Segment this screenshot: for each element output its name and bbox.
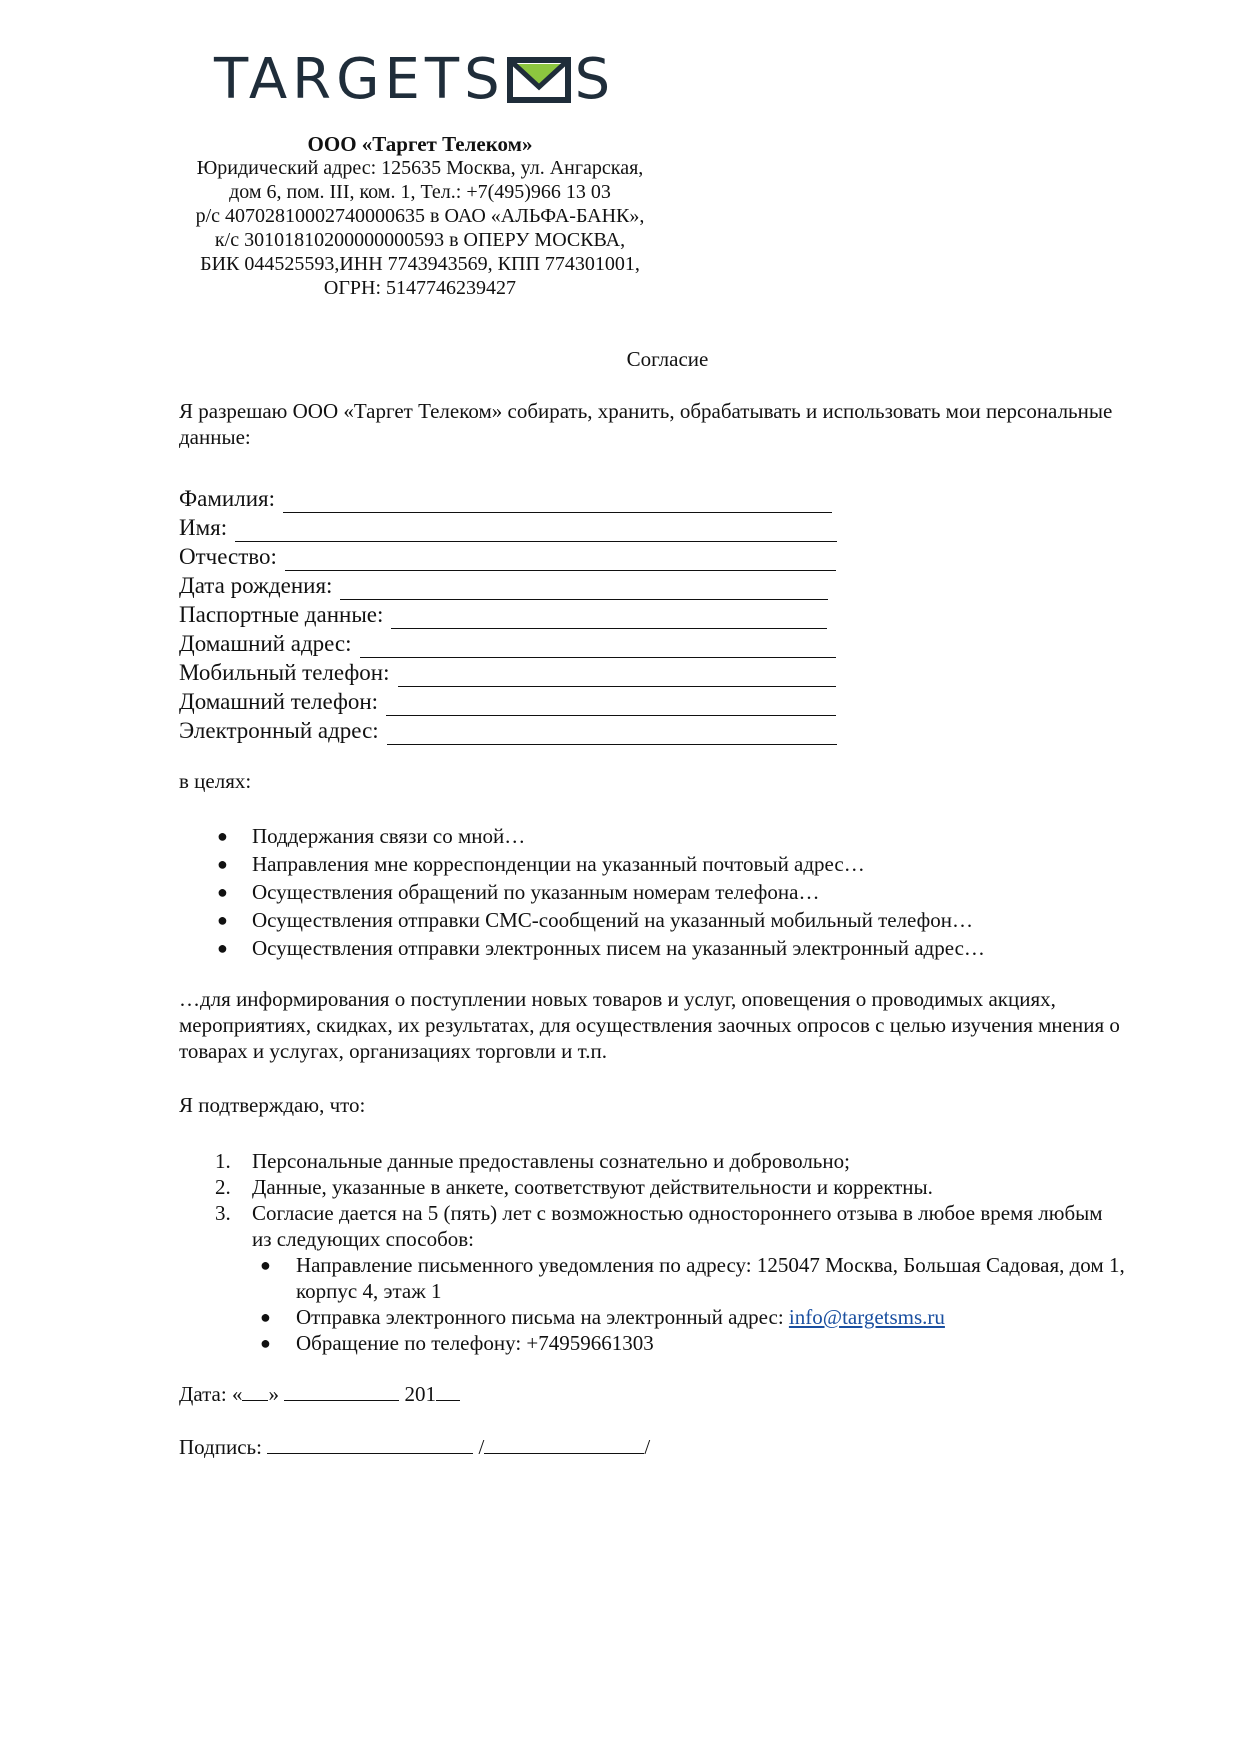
signature-line: [179, 1435, 650, 1460]
header-line: Юридический адрес: 125635 Москва, ул. Ангарская,: [196, 157, 644, 179]
list-number: 2.: [215, 1175, 231, 1199]
bullet-icon: ●: [260, 1333, 271, 1353]
purpose-text: Направления мне корреспонденции на указанный почтовый адрес…: [252, 852, 865, 876]
email-link[interactable]: info@targetsms.ru: [788, 1305, 945, 1329]
field-home-address: [179, 629, 837, 658]
field-label: Паспортные данные:: [179, 602, 384, 627]
field-patronymic: [179, 542, 837, 571]
month-blank[interactable]: [284, 1382, 399, 1401]
purposes-list: [179, 822, 1139, 962]
list-item: [179, 1174, 1139, 1200]
intro-paragraph: Я разрешаю ООО «Таргет Телеком» собирать, хранить, обрабатывать и использовать мои персональные данные:: [179, 399, 1113, 449]
header-line: р/с 40702810002740000635 в ОАО «АЛЬФА-БАНК»,: [195, 205, 645, 227]
header-line: к/с 30101810200000000593 в ОПЕРУ МОСКВА,: [214, 229, 626, 251]
name-blank[interactable]: [235, 519, 837, 542]
field-surname: [179, 484, 837, 513]
date-line: [179, 1382, 460, 1407]
logo-text-right: S: [574, 47, 616, 112]
confirm-text: Данные, указанные в анкете, соответствуют действительности и корректны.: [252, 1175, 933, 1199]
field-label: Дата рождения:: [179, 573, 333, 598]
signature-label: Подпись:: [179, 1435, 262, 1459]
revoke-methods-list: [252, 1252, 1139, 1356]
company-header: [160, 132, 680, 300]
header-line: дом 6, пом. III, ком. 1, Тел.: +7(495)966 13 03: [229, 181, 611, 203]
list-item: [179, 1148, 1139, 1174]
date-quote-close: »: [268, 1382, 279, 1406]
field-label: Отчество:: [179, 544, 277, 569]
revoke-method-text: [296, 1304, 945, 1330]
header-line: ОГРН: 5147746239427: [323, 277, 517, 299]
field-label: Электронный адрес:: [179, 718, 379, 743]
day-blank[interactable]: [242, 1382, 268, 1401]
list-item: [179, 934, 1139, 962]
bullet-icon: ●: [217, 882, 228, 902]
revoke-method-text: Направление письменного уведомления по адресу: 125047 Москва, Большая Садовая, дом 1, корпус 4, этаж 1: [296, 1253, 1125, 1303]
field-label: Имя:: [179, 515, 228, 540]
field-passport: [179, 600, 837, 629]
email-blank[interactable]: [387, 722, 837, 745]
company-name: ООО «Таргет Телеком»: [307, 132, 533, 156]
bullet-icon: ●: [217, 910, 228, 930]
revoke-method-text: Обращение по телефону: +74959661303: [296, 1331, 654, 1355]
date-year: 201: [404, 1382, 436, 1406]
list-item: [252, 1330, 1139, 1356]
purposes-tail-paragraph: …для информирования о поступлении новых товаров и услуг, оповещения о проводимых акциях, мероприятиях, скидках, их результатах, для осуществления заочных опросов с целью изучения мнения о товарах и услугах, организациях торговли и т.п.: [179, 987, 1120, 1063]
field-label: Мобильный телефон:: [179, 660, 390, 685]
signature-blank[interactable]: [267, 1435, 473, 1454]
list-item: [252, 1304, 1139, 1330]
bullet-icon: ●: [217, 938, 228, 958]
confirm-heading: Я подтверждаю, что:: [179, 1093, 366, 1117]
document-title: Согласие: [626, 347, 709, 371]
year-blank[interactable]: [436, 1382, 460, 1401]
signature-name-blank[interactable]: [484, 1435, 644, 1454]
list-item: [179, 1200, 1139, 1252]
personal-data-fields: [179, 484, 837, 745]
purpose-text: Осуществления обращений по указанным номерам телефона…: [252, 880, 820, 904]
confirm-text: Согласие дается на 5 (пять) лет с возможностью одностороннего отзыва в любое время любым из следующих способов:: [252, 1201, 1103, 1251]
logo-text-left: TARGETS: [214, 47, 505, 112]
list-item: [179, 850, 1139, 878]
bullet-icon: ●: [217, 826, 228, 846]
field-label: Домашний телефон:: [179, 689, 379, 714]
home-phone-blank[interactable]: [386, 693, 836, 716]
field-mobile-phone: [179, 658, 837, 687]
revoke-email-prefix: Отправка электронного письма на электронный адрес:: [296, 1305, 789, 1329]
purpose-text: Осуществления отправки СМС-сообщений на указанный мобильный телефон…: [252, 908, 973, 932]
confirm-list: [179, 1148, 1139, 1356]
header-line: БИК 044525593,ИНН 7743943569, КПП 774301001,: [200, 253, 640, 275]
mobile-phone-blank[interactable]: [398, 664, 836, 687]
field-email: [179, 716, 837, 745]
date-label: Дата: «: [179, 1382, 243, 1406]
surname-blank[interactable]: [283, 490, 832, 513]
signature-slash: /: [644, 1435, 651, 1459]
envelope-icon: [507, 57, 571, 103]
list-number: 1.: [215, 1149, 231, 1173]
purpose-text: Осуществления отправки электронных писем на указанный электронный адрес…: [252, 936, 985, 960]
field-home-phone: [179, 687, 837, 716]
bullet-icon: ●: [260, 1255, 271, 1275]
list-item: [252, 1252, 1139, 1304]
field-label: Фамилия:: [179, 486, 275, 511]
confirm-text: Персональные данные предоставлены сознательно и добровольно;: [252, 1149, 850, 1173]
field-label: Домашний адрес:: [179, 631, 352, 656]
purposes-heading: в целях:: [179, 769, 252, 793]
purpose-text: Поддержания связи со мной…: [252, 824, 526, 848]
list-number: 3.: [215, 1201, 231, 1225]
list-item: [179, 906, 1139, 934]
home-address-blank[interactable]: [360, 635, 836, 658]
birthdate-blank[interactable]: [340, 577, 828, 600]
list-item: [179, 822, 1139, 850]
passport-blank[interactable]: [391, 606, 827, 629]
bullet-icon: ●: [217, 854, 228, 874]
targetsms-logo: [214, 47, 616, 112]
signature-slash: /: [478, 1435, 485, 1459]
patronymic-blank[interactable]: [285, 548, 836, 571]
list-item: [179, 878, 1139, 906]
bullet-icon: ●: [260, 1307, 271, 1327]
field-birthdate: [179, 571, 837, 600]
field-name: [179, 513, 837, 542]
